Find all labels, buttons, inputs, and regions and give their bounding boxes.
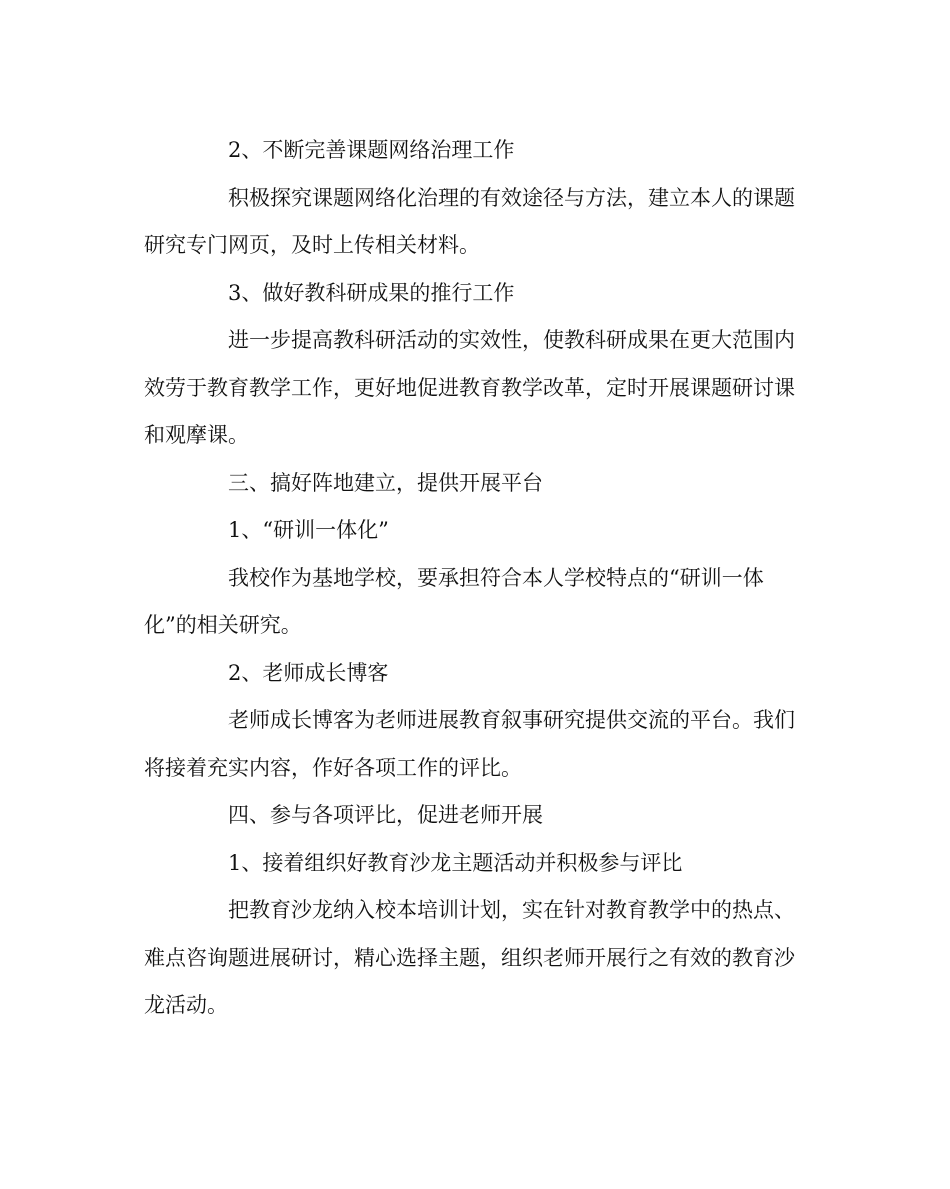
subheading-paragraph: 2、不断完善课题网络治理工作 [228,138,515,162]
subheading-paragraph: 2、老师成长博客 [228,660,389,685]
subheading-paragraph: 1、“研训一体化” [228,518,389,542]
body-paragraph: 把教育沙龙纳入校本培训计划，实在针对教育教学中的热点、难点咨询题进展研讨，精心选择主题，组织老师开展行之有效的教育沙龙活动。 [144,898,795,1017]
document-body [144,127,814,1030]
subheading-paragraph: 3、做好教科研成果的推行工作 [228,280,515,305]
body-paragraph: 进一步提高教科研活动的实效性，使教科研成果在更大范围内效劳于教育教学工作，更好地促进教育教学改革，定时开展课题研讨课和观摩课。 [144,328,795,447]
section-heading: 三、搞好阵地建立，提供开展平台 [228,470,543,495]
body-paragraph: 老师成长博客为老师进展教育叙事研究提供交流的平台。我们将接着充实内容，作好各项工作的评比。 [144,708,795,780]
subheading-paragraph: 1、接着组织好教育沙龙主题活动并积极参与评比 [228,850,683,875]
body-paragraph: 积极探究课题网络化治理的有效途径与方法，建立本人的课题研究专门网页，及时上传相关材料。 [144,185,795,257]
section-heading: 四、参与各项评比，促进老师开展 [228,803,543,827]
body-paragraph: 我校作为基地学校，要承担符合本人学校特点的“研训一体化”的相关研究。 [144,565,764,637]
